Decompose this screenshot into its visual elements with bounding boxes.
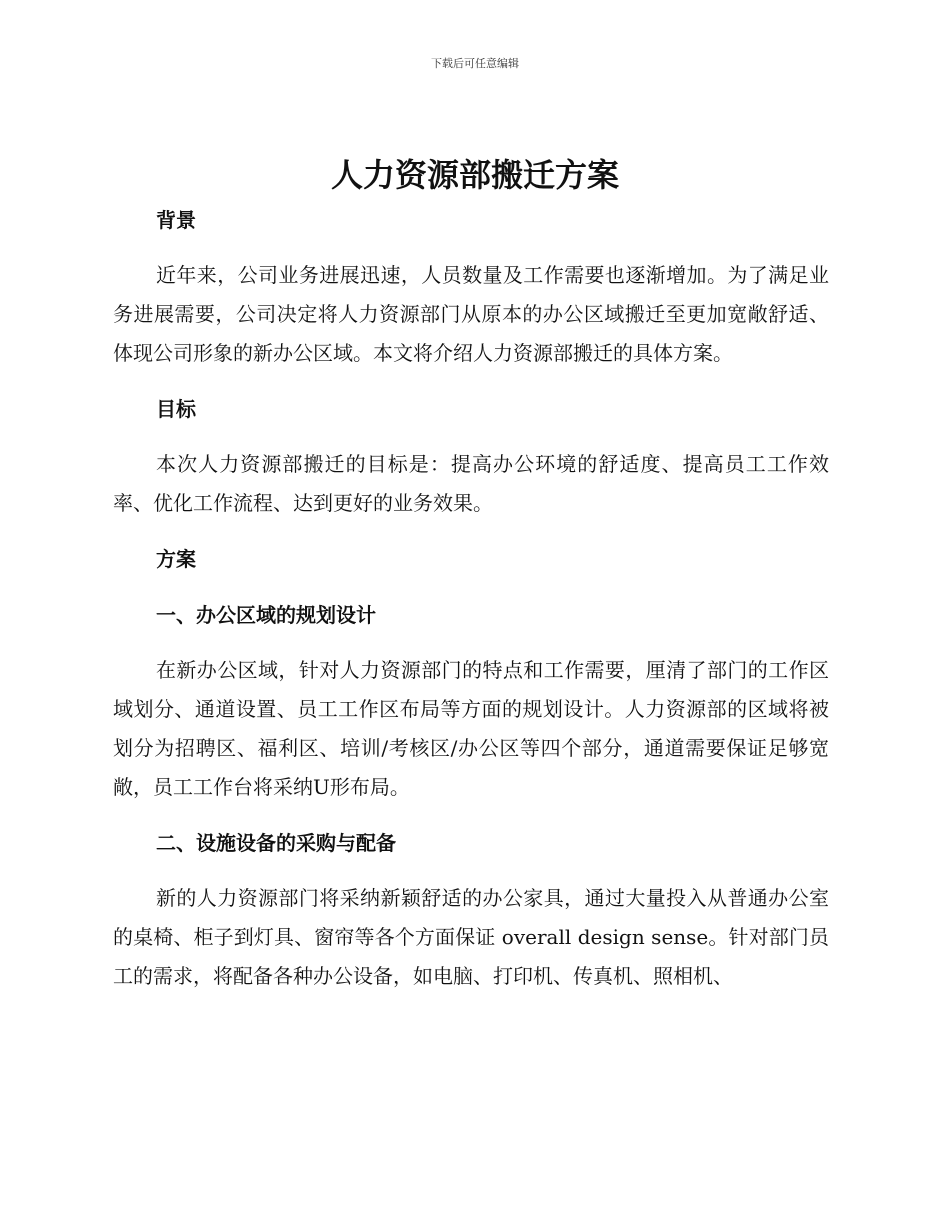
section-heading-office-planning: 一、办公区域的规划设计 bbox=[156, 603, 376, 627]
section-text-goal: 本次人力资源部搬迁的目标是：提高办公环境的舒适度、提高员工工作效率、优化工作流程、达到更好的业务效果。 bbox=[113, 452, 829, 515]
header-note: 下载后可任意编辑 bbox=[431, 57, 519, 70]
section-heading-equipment: 二、设施设备的采购与配备 bbox=[156, 831, 396, 855]
document-body bbox=[113, 200, 829, 996]
section-heading-plan: 方案 bbox=[156, 547, 196, 571]
section-heading-goal: 目标 bbox=[156, 397, 196, 421]
section-text-office-planning: 在新办公区域，针对人力资源部门的特点和工作需要，厘清了部门的工作区域划分、通道设置、员工工作区布局等方面的规划设计。人力资源部的区域将被划分为招聘区、福利区、培训/考核区/办公区等四个部分，通道需要保证足够宽敞，员工工作台将采纳U形布局。 bbox=[113, 658, 829, 799]
section-text-equipment: 新的人力资源部门将采纳新颖舒适的办公家具，通过大量投入从普通办公室的桌椅、柜子到灯具、窗帘等各个方面保证 overall design sense。针对部门员工的需求，将配备各种办公设备，如电脑、打印机、传真机、照相机、 bbox=[113, 886, 829, 988]
section-heading-background: 背景 bbox=[156, 208, 196, 232]
document-title: 人力资源部搬迁方案 bbox=[330, 156, 619, 194]
section-text-background: 近年来，公司业务进展迅速，人员数量及工作需要也逐渐增加。为了满足业务进展需要，公司决定将人力资源部门从原本的办公区域搬迁至更加宽敞舒适、体现公司形象的新办公区域。本文将介绍人力资源部搬迁的具体方案。 bbox=[113, 263, 829, 365]
